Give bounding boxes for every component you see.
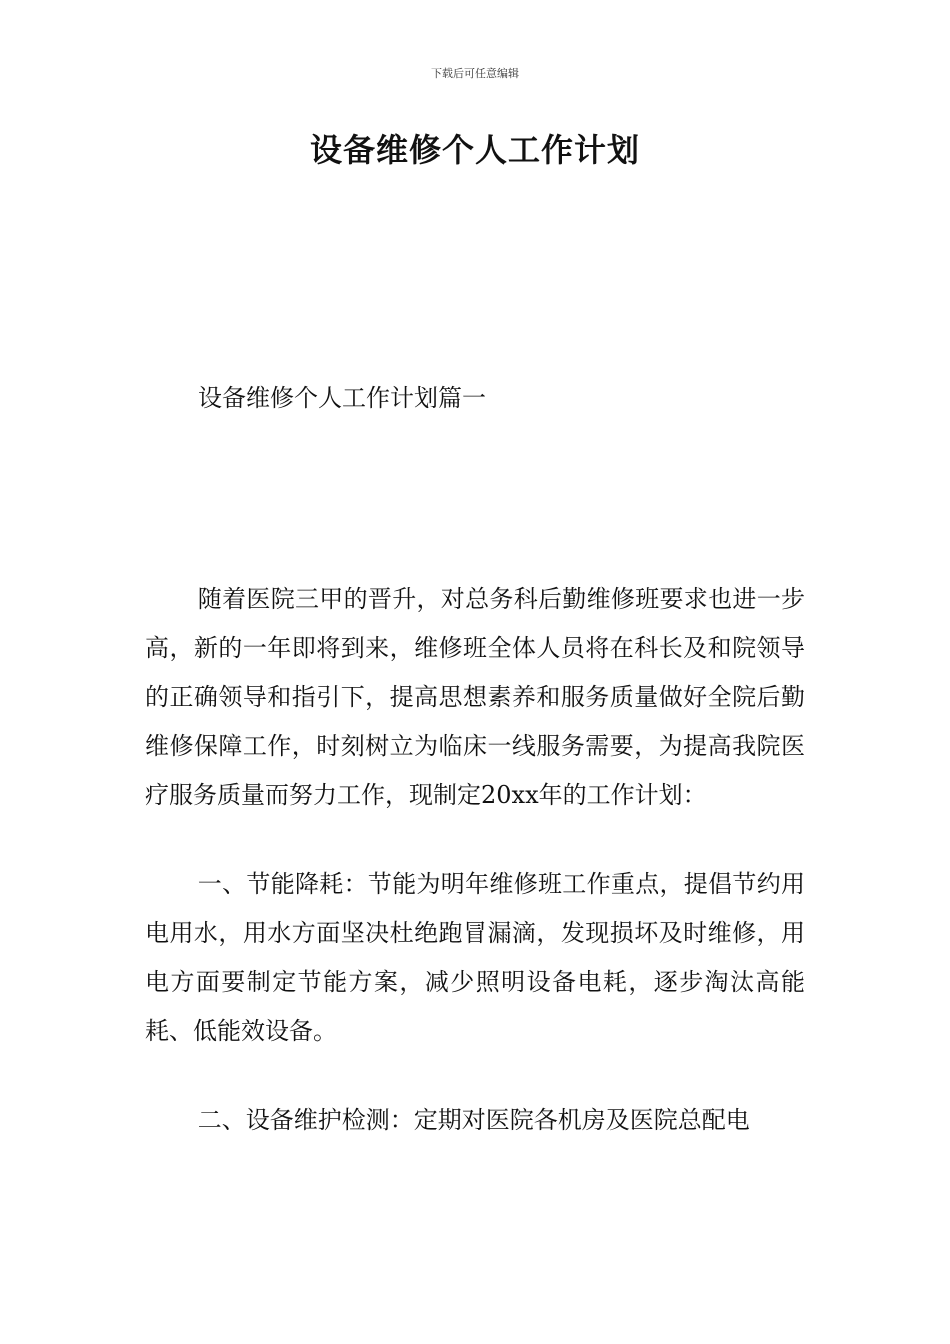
paragraph-energy-saving: 一、节能降耗：节能为明年维修班工作重点，提倡节约用电用水，用水方面坚决杜绝跑冒漏滴，发现损坏及时维修，用电方面要制定节能方案，减少照明设备电耗，逐步淘汰高能耗、低能效设备。 — [145, 870, 805, 1045]
paragraph-intro: 随着医院三甲的晋升，对总务科后勤维修班要求也进一步高，新的一年即将到来，维修班全体人员将在科长及和院领导的正确领导和指引下，提高思想素养和服务质量做好全院后勤维修保障工作，时刻树立为临床一线服务需要，为提高我院医疗服务质量而努力工作，现制定20xx年的工作计划： — [145, 585, 805, 809]
document-title: 设备维修个人工作计划 — [309, 131, 640, 169]
paragraph-equipment-maintenance: 二、设备维护检测：定期对医院各机房及医院总配电 — [197, 1106, 750, 1134]
section-heading: 设备维修个人工作计划篇一 — [198, 384, 486, 412]
header-note: 下载后可任意编辑 — [431, 67, 519, 80]
document-body — [145, 575, 805, 1145]
